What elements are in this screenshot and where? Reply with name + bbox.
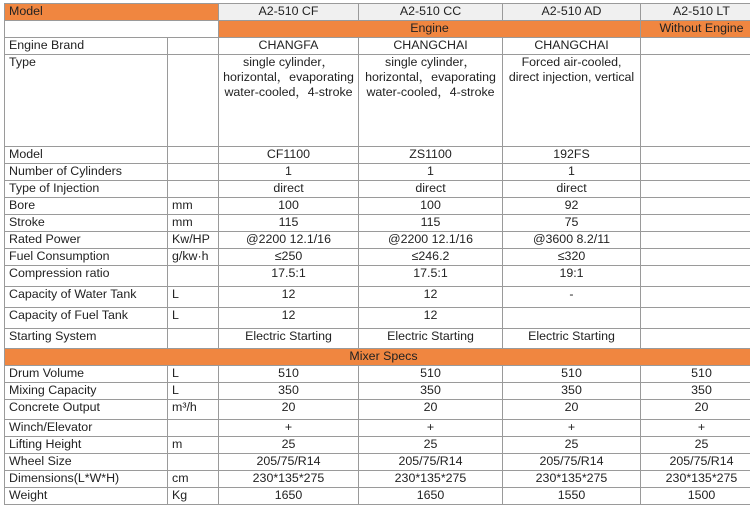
spec-value: 25 (219, 437, 359, 454)
spec-value: 25 (503, 437, 641, 454)
spec-value: 92 (503, 198, 641, 215)
spec-value: 115 (359, 215, 503, 232)
mixer-row (5, 400, 750, 420)
param-unit (168, 55, 219, 147)
spec-value: 510 (219, 366, 359, 383)
spec-value (641, 249, 750, 266)
spec-value: 17.5:1 (219, 266, 359, 287)
spec-value: CHANGCHAI (359, 38, 503, 55)
engine-row (5, 181, 750, 198)
param-name: Fuel Consumption (5, 249, 168, 266)
spec-value: @3600 8.2/11 (503, 232, 641, 249)
spec-value: 100 (359, 198, 503, 215)
spec-value: + (359, 420, 503, 437)
engine-row (5, 287, 750, 308)
header-model: A2-510 AD (503, 4, 641, 21)
spec-value: 115 (219, 215, 359, 232)
spec-value (641, 266, 750, 287)
param-unit (168, 454, 219, 471)
param-unit (168, 147, 219, 164)
spec-value: 17.5:1 (359, 266, 503, 287)
spec-value: 20 (359, 400, 503, 420)
spec-value: @2200 12.1/16 (359, 232, 503, 249)
spec-value: 1650 (219, 488, 359, 505)
engine-row (5, 38, 750, 55)
spec-value (641, 232, 750, 249)
spec-value: direct (503, 181, 641, 198)
spec-value: 19:1 (503, 266, 641, 287)
spec-value: CHANGCHAI (503, 38, 641, 55)
spec-value: 350 (219, 383, 359, 400)
engine-row (5, 266, 750, 287)
spec-value (641, 287, 750, 308)
spec-value: 1550 (503, 488, 641, 505)
without-engine-label: Without Engine (641, 21, 750, 38)
spec-value: 1650 (359, 488, 503, 505)
spec-value: 12 (359, 287, 503, 308)
spec-value: 20 (641, 400, 750, 420)
spec-value: ≤246.2 (359, 249, 503, 266)
param-name: Engine Brand (5, 38, 168, 55)
engine-row (5, 164, 750, 181)
param-name: Stroke (5, 215, 168, 232)
param-name: Capacity of Water Tank (5, 287, 168, 308)
engine-row (5, 55, 750, 147)
engine-row (5, 308, 750, 329)
spec-value: 350 (641, 383, 750, 400)
spec-value: @2200 12.1/16 (219, 232, 359, 249)
param-unit (168, 181, 219, 198)
spec-value: 205/75/R14 (359, 454, 503, 471)
param-unit (168, 266, 219, 287)
mixer-section-row (5, 349, 750, 366)
spec-value: 205/75/R14 (641, 454, 750, 471)
param-name: Starting System (5, 329, 168, 349)
spec-value: 510 (359, 366, 503, 383)
spec-value (641, 329, 750, 349)
engine-row (5, 249, 750, 266)
param-name: Model (5, 147, 168, 164)
mixer-row (5, 366, 750, 383)
spec-value: 1 (219, 164, 359, 181)
spec-value: 20 (503, 400, 641, 420)
param-unit (168, 164, 219, 181)
engine-row (5, 232, 750, 249)
spec-value: 510 (641, 366, 750, 383)
spec-value: single cylinder，horizontal，evaporating water-cooled，4-stroke (359, 55, 503, 147)
spec-value: 1500 (641, 488, 750, 505)
param-unit: cm (168, 471, 219, 488)
mixer-row (5, 420, 750, 437)
mixer-row (5, 383, 750, 400)
mixer-row (5, 488, 750, 505)
spec-value (503, 308, 641, 329)
spec-value: + (503, 420, 641, 437)
spec-value: 230*135*275 (503, 471, 641, 488)
spec-value: + (641, 420, 750, 437)
spec-value: 12 (359, 308, 503, 329)
header-model: A2-510 LT (641, 4, 750, 21)
spec-value: 20 (219, 400, 359, 420)
spec-value: 1 (503, 164, 641, 181)
engine-section-title: Engine (219, 21, 641, 38)
mixer-section-title: Mixer Specs (5, 349, 750, 366)
param-name: Compression ratio (5, 266, 168, 287)
param-unit: Kw/HP (168, 232, 219, 249)
param-name: Dimensions(L*W*H) (5, 471, 168, 488)
spec-value: CHANGFA (219, 38, 359, 55)
spec-value: 100 (219, 198, 359, 215)
spec-value: - (503, 287, 641, 308)
spec-value: 230*135*275 (641, 471, 750, 488)
spec-value: 12 (219, 287, 359, 308)
mixer-row (5, 454, 750, 471)
param-unit: L (168, 383, 219, 400)
spec-value (641, 198, 750, 215)
param-unit: Kg (168, 488, 219, 505)
spec-value (641, 164, 750, 181)
spec-value (641, 308, 750, 329)
spec-value (641, 215, 750, 232)
param-name: Number of Cylinders (5, 164, 168, 181)
spec-value: Forced air-cooled, direct injection, vertical (503, 55, 641, 147)
engine-row (5, 215, 750, 232)
spec-value: 350 (359, 383, 503, 400)
spec-value: ≤320 (503, 249, 641, 266)
param-unit: mm (168, 198, 219, 215)
header-model-label: Model (5, 4, 219, 21)
param-name: Rated Power (5, 232, 168, 249)
spec-value: 1 (359, 164, 503, 181)
param-name: Drum Volume (5, 366, 168, 383)
param-unit: m (168, 437, 219, 454)
header-model: A2-510 CC (359, 4, 503, 21)
engine-row (5, 329, 750, 349)
header-row (5, 4, 750, 21)
param-unit: m³/h (168, 400, 219, 420)
param-unit: L (168, 366, 219, 383)
spec-value: ZS1100 (359, 147, 503, 164)
param-name: Winch/Elevator (5, 420, 168, 437)
spec-value: 205/75/R14 (219, 454, 359, 471)
spec-value (641, 55, 750, 147)
param-name: Type of Injection (5, 181, 168, 198)
spec-value: 510 (503, 366, 641, 383)
spec-value: Electric Starting (219, 329, 359, 349)
spec-value: 350 (503, 383, 641, 400)
spec-value: CF1100 (219, 147, 359, 164)
engine-section-blank (5, 21, 219, 38)
param-unit: L (168, 308, 219, 329)
spec-value: 75 (503, 215, 641, 232)
engine-row (5, 198, 750, 215)
param-name: Capacity of Fuel Tank (5, 308, 168, 329)
param-name: Mixing Capacity (5, 383, 168, 400)
spec-value: Electric Starting (359, 329, 503, 349)
param-name: Concrete Output (5, 400, 168, 420)
spec-value: ≤250 (219, 249, 359, 266)
spec-value: 25 (359, 437, 503, 454)
param-name: Type (5, 55, 168, 147)
spec-value: direct (359, 181, 503, 198)
spec-value: 192FS (503, 147, 641, 164)
spec-value: 230*135*275 (359, 471, 503, 488)
engine-row (5, 147, 750, 164)
mixer-row (5, 471, 750, 488)
param-name: Weight (5, 488, 168, 505)
param-unit (168, 38, 219, 55)
spec-value: 25 (641, 437, 750, 454)
param-name: Bore (5, 198, 168, 215)
param-unit: mm (168, 215, 219, 232)
spec-table (4, 3, 750, 505)
spec-value: 205/75/R14 (503, 454, 641, 471)
param-unit: g/kw·h (168, 249, 219, 266)
spec-value: + (219, 420, 359, 437)
spec-value: single cylinder，horizontal，evaporating water-cooled，4-stroke (219, 55, 359, 147)
param-unit: L (168, 287, 219, 308)
spec-value: 12 (219, 308, 359, 329)
spec-value (641, 147, 750, 164)
header-model: A2-510 CF (219, 4, 359, 21)
engine-section-row (5, 21, 750, 38)
mixer-row (5, 437, 750, 454)
param-unit (168, 420, 219, 437)
param-name: Wheel Size (5, 454, 168, 471)
param-name: Lifting Height (5, 437, 168, 454)
spec-value: 230*135*275 (219, 471, 359, 488)
spec-value: direct (219, 181, 359, 198)
spec-value (641, 38, 750, 55)
spec-value: Electric Starting (503, 329, 641, 349)
param-unit (168, 329, 219, 349)
spec-value (641, 181, 750, 198)
